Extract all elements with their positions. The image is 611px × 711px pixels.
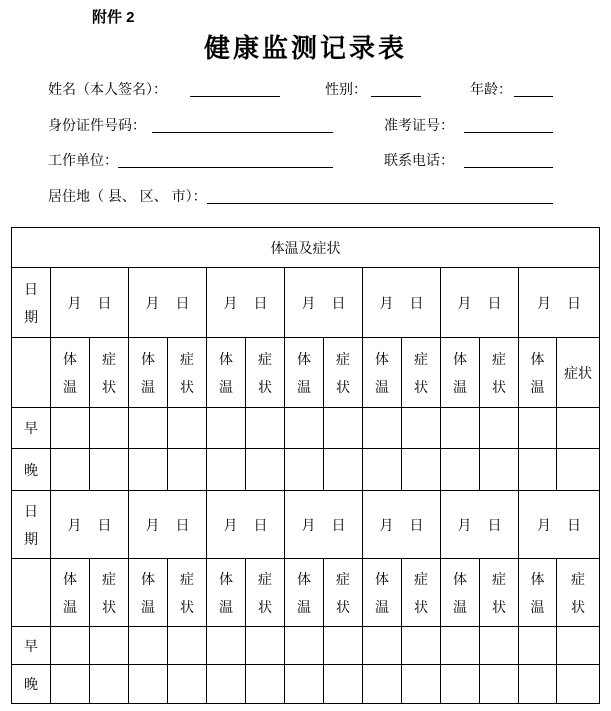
evening-row-label: 晚: [12, 665, 51, 704]
symptom-header-cell: 症 状: [90, 338, 129, 408]
temp-header-cell: 体 温: [285, 338, 324, 408]
temp-header-cell: 体 温: [519, 559, 557, 627]
month-day-cell: 月 日: [363, 491, 441, 559]
temp-header-cell: 体 温: [51, 338, 90, 408]
record-cell: [285, 665, 324, 704]
record-cell: [51, 449, 90, 491]
month-day-cell: 月 日: [519, 268, 600, 338]
record-cell: [519, 627, 557, 665]
record-cell: [480, 665, 519, 704]
exam-number-blank-line: [464, 132, 553, 133]
temp-header-cell: 体 温: [207, 338, 246, 408]
record-cell: [90, 627, 129, 665]
morning-row-label: 早: [12, 408, 51, 449]
record-cell: [441, 449, 480, 491]
age-blank-line: [514, 96, 553, 97]
id-number-label: 身份证件号码：: [48, 117, 146, 133]
month-day-cell: 月 日: [285, 268, 363, 338]
record-cell: [519, 408, 557, 449]
record-cell: [207, 408, 246, 449]
month-day-cell: 月 日: [51, 491, 129, 559]
record-cell: [90, 665, 129, 704]
record-cell: [324, 449, 363, 491]
month-day-cell: 月 日: [441, 491, 519, 559]
symptom-header-cell: 症 状: [402, 338, 441, 408]
date-row-label: 日 期: [12, 491, 51, 559]
symptom-header-cell: 症 状: [90, 559, 129, 627]
table-header-cell: 体温及症状: [12, 228, 600, 268]
month-day-cell: 月 日: [285, 491, 363, 559]
age-label: 年龄：: [470, 81, 512, 97]
record-cell: [285, 408, 324, 449]
record-cell: [246, 627, 285, 665]
record-cell: [168, 408, 207, 449]
record-cell: [285, 449, 324, 491]
work-unit-blank-line: [118, 167, 333, 168]
phone-blank-line: [464, 167, 553, 168]
temp-header-cell: 体 温: [441, 338, 480, 408]
record-cell: [480, 449, 519, 491]
record-cell: [363, 408, 402, 449]
record-cell: [363, 627, 402, 665]
record-cell: [402, 665, 441, 704]
symptom-header-cell: 症 状: [557, 559, 600, 627]
record-cell: [557, 627, 600, 665]
month-day-cell: 月 日: [441, 268, 519, 338]
record-cell: [207, 665, 246, 704]
record-cell: [363, 665, 402, 704]
id-number-blank-line: [152, 132, 333, 133]
month-day-cell: 月 日: [363, 268, 441, 338]
record-cell: [90, 408, 129, 449]
month-day-cell: 月 日: [129, 491, 207, 559]
record-cell: [557, 408, 600, 449]
gender-label: 性别：: [325, 81, 367, 97]
health-table: [11, 227, 600, 704]
record-cell: [441, 665, 480, 704]
month-day-cell: 月 日: [207, 268, 285, 338]
temp-header-cell: 体 温: [363, 559, 402, 627]
attachment-label: 附件 2: [92, 9, 135, 26]
record-cell: [168, 627, 207, 665]
date-row-label: 日 期: [12, 268, 51, 338]
phone-label: 联系电话：: [384, 152, 454, 168]
month-day-cell: 月 日: [129, 268, 207, 338]
record-cell: [402, 627, 441, 665]
month-day-cell: 月 日: [519, 491, 600, 559]
record-cell: [519, 665, 557, 704]
name-label: 姓名（本人签名）：: [48, 81, 167, 97]
record-cell: [441, 408, 480, 449]
record-cell: [51, 627, 90, 665]
record-cell: [246, 449, 285, 491]
symptom-header-cell: 症 状: [168, 559, 207, 627]
month-day-cell: 月 日: [207, 491, 285, 559]
symptom-header-cell: 症状: [557, 338, 600, 408]
temp-header-cell: 体 温: [519, 338, 557, 408]
record-cell: [207, 627, 246, 665]
temp-header-cell: 体 温: [441, 559, 480, 627]
symptom-header-cell: 症 状: [324, 559, 363, 627]
record-cell: [168, 449, 207, 491]
record-cell: [480, 627, 519, 665]
record-cell: [129, 665, 168, 704]
record-cell: [51, 408, 90, 449]
symptom-header-cell: 症 状: [246, 338, 285, 408]
record-cell: [402, 408, 441, 449]
record-cell: [285, 627, 324, 665]
corner-cell: [12, 559, 51, 627]
symptom-header-cell: 症 状: [246, 559, 285, 627]
corner-cell: [12, 338, 51, 408]
record-cell: [519, 449, 557, 491]
symptom-header-cell: 症 状: [402, 559, 441, 627]
symptom-header-cell: 症 状: [480, 559, 519, 627]
temp-header-cell: 体 温: [129, 338, 168, 408]
record-cell: [324, 665, 363, 704]
temp-header-cell: 体 温: [51, 559, 90, 627]
record-cell: [324, 627, 363, 665]
record-cell: [402, 449, 441, 491]
record-cell: [557, 449, 600, 491]
record-cell: [246, 408, 285, 449]
symptom-header-cell: 症 状: [168, 338, 207, 408]
evening-row-label: 晚: [12, 449, 51, 491]
residence-blank-line: [207, 203, 553, 204]
work-unit-label: 工作单位：: [48, 152, 118, 168]
record-cell: [363, 449, 402, 491]
page-title: 健康监测记录表: [203, 33, 407, 63]
temp-header-cell: 体 温: [285, 559, 324, 627]
record-cell: [90, 449, 129, 491]
record-cell: [246, 665, 285, 704]
gender-blank-line: [371, 96, 421, 97]
residence-label: 居住地（ 县、 区、 市）：: [48, 188, 207, 204]
temp-header-cell: 体 温: [363, 338, 402, 408]
record-cell: [129, 408, 168, 449]
record-cell: [324, 408, 363, 449]
temp-header-cell: 体 温: [207, 559, 246, 627]
symptom-header-cell: 症 状: [324, 338, 363, 408]
record-cell: [129, 449, 168, 491]
record-cell: [480, 408, 519, 449]
record-cell: [441, 627, 480, 665]
exam-number-label: 准考证号：: [384, 117, 454, 133]
record-cell: [168, 665, 207, 704]
record-cell: [51, 665, 90, 704]
month-day-cell: 月 日: [51, 268, 129, 338]
record-cell: [129, 627, 168, 665]
record-cell: [207, 449, 246, 491]
symptom-header-cell: 症 状: [480, 338, 519, 408]
morning-row-label: 早: [12, 627, 51, 665]
temp-header-cell: 体 温: [129, 559, 168, 627]
record-cell: [557, 665, 600, 704]
name-blank-line: [190, 96, 280, 97]
